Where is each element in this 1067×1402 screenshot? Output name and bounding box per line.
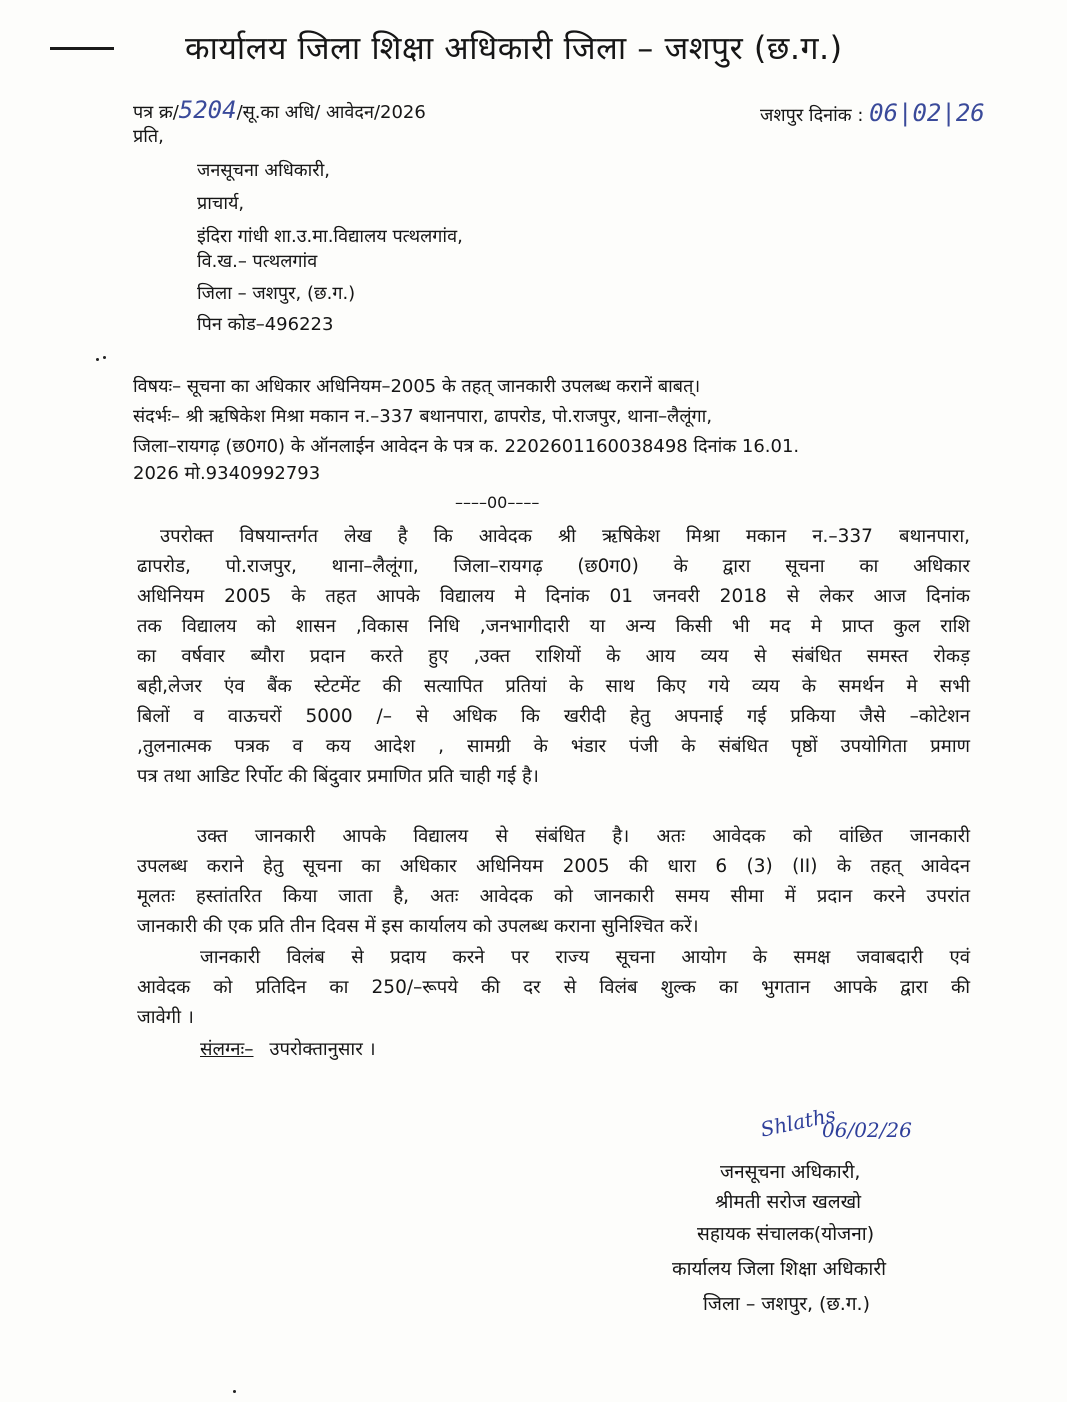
paragraph-line: उपरोक्त विषयान्तर्गत लेख है कि आवेदक श्री ऋषिकेश मिश्रा मकान न.–337 बथानपारा, [160, 526, 970, 547]
paragraph-line: आवेदक को प्रतिदिन का 250/–रूपये की दर से विलंब शुल्क का भुगतान आपके द्वारा की [137, 977, 970, 998]
signature-line: जनसूचना अधिकारी, [720, 1161, 861, 1183]
reference-line: 2026 मो.9340992793 [133, 463, 321, 484]
reference-line: संदर्भः– श्री ऋषिकेश मिश्रा मकान न.–337 बथानपारा, ढापरोड, पो.राजपुर, थाना–लैलूंगा, [133, 406, 713, 427]
addressee-line: जनसूचना अधिकारी, [197, 160, 331, 181]
paragraph-line: उपलब्ध कराने हेतु सूचना का अधिकार अधिनियम 2005 की धारा 6 (3) (II) के तहत् आवेदन [137, 856, 970, 877]
separator: ––––00–––– [455, 493, 540, 512]
signature-date: 06/02/26 [822, 1118, 912, 1142]
paragraph-line: जानकारी विलंब से प्रदाय करने पर राज्य सूचना आयोग के समक्ष जवाबदारी एवं [200, 947, 970, 968]
paragraph-line: बिलों व वाऊचरों 5000 /– से अधिक कि खरीदी हेतु अपनाई गई प्रकिया जैसे –कोटेशन [137, 706, 970, 727]
enclosure [200, 1036, 376, 1061]
margin-dot [103, 356, 106, 359]
letter-reference [133, 96, 426, 124]
ref-number-handwritten: 5204 [178, 96, 237, 124]
paragraph-line: ,तुलनात्मक पत्रक व कय आदेश , सामग्री के भंडार पंजी के संबंधित पृष्ठों उपयोगिता प्रमाण [137, 736, 970, 757]
signature-line: कार्यालय जिला शिक्षा अधिकारी [672, 1258, 887, 1280]
addressee-line: पिन कोड–496223 [197, 314, 334, 335]
paragraph-line: मूलतः हस्तांतरित किया जाता है, अतः आवेदक को जानकारी समय सीमा में प्रदान करने उपरांत [137, 886, 970, 907]
paragraph-line: पत्र तथा आडिट रिर्पोट की बिंदुवार प्रमाणित प्रति चाही गई है। [137, 766, 539, 787]
subject-line: विषयः– सूचना का अधिकार अधिनियम–2005 के तहत् जानकारी उपलब्ध करानें बाबत्। [133, 376, 701, 397]
signature-line: श्रीमती सरोज खलखो [715, 1191, 862, 1213]
paragraph-line: तक विद्यालय को शासन ,विकास निधि ,जनभागीदारी या अन्य किसी भी मद मे प्राप्त कुल राशि [137, 616, 970, 637]
paragraph-line: उक्त जानकारी आपके विद्यालय से संबंधित है। अतः आवेदक को वांछित जानकारी [197, 826, 970, 847]
addressee-line: जिला – जशपुर, (छ.ग.) [197, 283, 356, 304]
margin-dot [233, 1390, 236, 1393]
signature-line: जिला – जशपुर, (छ.ग.) [703, 1293, 870, 1315]
signature-scribble: Shlaths [758, 1102, 838, 1142]
date-handwritten: 06|02|26 [869, 99, 985, 127]
letter-date [760, 99, 985, 127]
header-dash [50, 47, 114, 50]
enclosure-label: संलग्नः– [200, 1039, 254, 1060]
addressee-line: प्राचार्य, [197, 193, 245, 214]
enclosure-value: उपरोक्तानुसार । [269, 1039, 376, 1060]
ref-prefix: पत्र क्र/ [133, 102, 179, 123]
paragraph-line: जानकारी की एक प्रति तीन दिवस में इस कार्यालय को उपलब्ध कराना सुनिश्चित करें। [137, 916, 699, 937]
paragraph-line: बही,लेजर एंव बैंक स्टेटमेंट की सत्यापित प्रतियां के साथ किए गये व्यय के समर्थन मे सभी [137, 676, 970, 697]
office-title: कार्यालय जिला शिक्षा अधिकारी जिला – जशपुर (छ.ग.) [185, 29, 843, 67]
addressee-line: वि.ख.– पत्थलगांव [197, 251, 318, 272]
paragraph-line: अधिनियम 2005 के तहत आपके विद्यालय मे दिनांक 01 जनवरी 2018 से लेकर आज दिनांक [137, 586, 970, 607]
prati-label: प्रति, [133, 126, 164, 147]
reference-line: जिला–रायगढ़ (छ0ग0) के ऑनलाईन आवेदन के पत्र क. 2202601160038498 दिनांक 16.01. [133, 436, 800, 457]
margin-dot [96, 358, 99, 361]
paragraph-line: जावेगी । [137, 1007, 194, 1028]
paragraph-line: ढापरोड, पो.राजपुर, थाना–लैलूंगा, जिला–रायगढ़ (छ0ग0) के द्वारा सूचना का अधिकार [137, 556, 970, 577]
date-label: जशपुर दिनांक : [760, 105, 864, 126]
addressee-line: इंदिरा गांधी शा.उ.मा.विद्यालय पत्थलगांव, [197, 226, 463, 247]
ref-suffix: /सू.का अधि/ आवेदन/2026 [236, 102, 426, 123]
paragraph-line: का वर्षवार ब्यौरा प्रदान करते हुए ,उक्त राशियों के आय व्यय से संबंधित समस्त रोकड़ [137, 646, 970, 667]
signature-line: सहायक संचालक(योजना) [697, 1223, 875, 1245]
